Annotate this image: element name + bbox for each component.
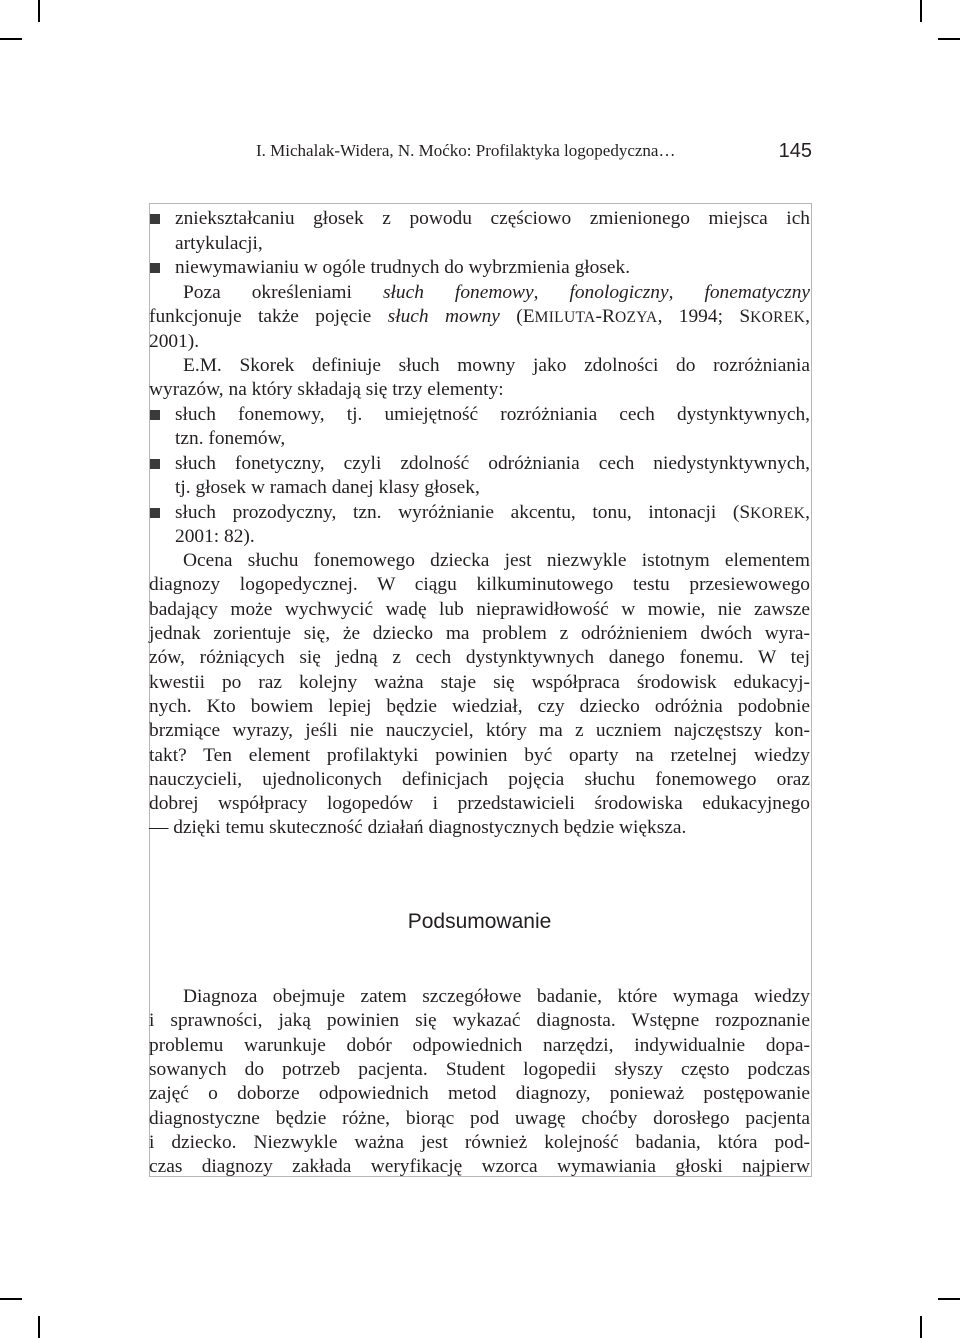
paragraph-line: czas diagnozy zakłada weryfikację wzorca wymawiania głoski najpierw [149, 1156, 810, 1177]
bullet-square-icon [150, 410, 160, 420]
crop-mark [920, 1316, 922, 1338]
bullet-square-icon [150, 263, 160, 273]
list-item: słuch fonemowy, tj. umiejętność rozróżniania cech dystynktywnych, [175, 404, 810, 425]
crop-mark [38, 0, 40, 22]
paragraph-line: — dzięki temu skuteczność działań diagnostycznych będzie większa. [149, 817, 687, 838]
bullet-square-icon [150, 214, 160, 224]
paragraph-line: Ocena słuchu fonemowego dziecka jest niezwykle istotnym elementem [183, 550, 810, 571]
paragraph-line: diagnostyczne będzie różne, biorąc pod uwagę choćby dorosłego pacjenta [149, 1108, 810, 1129]
paragraph-line: nych. Kto bowiem lepiej będzie wiedział, czy dziecko odróżnia podobnie [149, 696, 810, 717]
crop-mark [938, 1298, 960, 1300]
paragraph-line: Poza określeniami słuch fonemowy, fonologiczny, fonematyczny [183, 282, 811, 303]
page-header [256, 141, 812, 167]
list-item: słuch fonetyczny, czyli zdolność odróżniania cech niedystynktywnych, [175, 453, 810, 474]
crop-mark [0, 38, 22, 40]
list-item-continuation: tj. głosek w ramach danej klasy głosek, [175, 477, 480, 498]
running-head: I. Michalak-Widera, N. Moćko: Profilaktyka logopedyczna… [256, 141, 676, 160]
paragraph-line: zajęć o doborze odpowiednich metod diagnozy, ponieważ postępowanie [149, 1083, 810, 1104]
paragraph-line: nauczycieli, ujednoliconych definicjach pojęcia słuchu fonemowego oraz [149, 769, 810, 790]
paragraph-line: Diagnoza obejmuje zatem szczegółowe badanie, które wymaga wiedzy [183, 986, 810, 1007]
crop-mark [38, 1316, 40, 1338]
bullet-square-icon [150, 459, 160, 469]
paragraph-line: kwestii po raz kolejny ważna staje się współpraca środowisk edukacyj- [149, 672, 810, 693]
paragraph-line: 2001). [149, 331, 200, 352]
crop-mark [920, 0, 922, 22]
paragraph-line: i dziecko. Niezwykle ważna jest również kolejność badania, która pod- [149, 1132, 810, 1153]
paragraph-line: E.M. Skorek definiuje słuch mowny jako zdolności do rozróżniania [183, 355, 810, 376]
bullet-square-icon [150, 508, 160, 518]
paragraph-line: takt? Ten element profilaktyki powinien być oparty na rzetelnej wiedzy [149, 745, 810, 766]
crop-mark [0, 1298, 22, 1300]
section-heading: Podsumowanie [407, 910, 552, 933]
paragraph-line: diagnozy logopedycznej. W ciągu kilkuminutowego testu przesiewowego [149, 574, 810, 595]
paragraph-line: funkcjonuje także pojęcie słuch mowny (EMILUTA-ROZYA, 1994; SKOREK, [149, 306, 810, 327]
page-number: 145 [778, 140, 812, 162]
paragraph-line: badający może wychwycić wadę lub nieprawidłowość w mowie, nie zawsze [149, 599, 810, 620]
paragraph-line: zów, różniących się jedną z cech dystynktywnych danego fonemu. W tej [149, 647, 810, 668]
paragraph-line: problemu warunkuje dobór odpowiednich narzędzi, indywidualnie dopa- [149, 1035, 810, 1056]
paragraph-line: sowanych do potrzeb pacjenta. Student logopedii słyszy często podczas [149, 1059, 810, 1080]
crop-mark [938, 38, 960, 40]
paragraph-line: jednak zorientuje się, że dziecko ma problem z odróżnieniem dwóch wyra- [149, 623, 810, 644]
list-item: zniekształcaniu głosek z powodu częściowo zmienionego miejsca ich [175, 208, 810, 229]
list-item: niewymawianiu w ogóle trudnych do wybrzmienia głosek. [175, 257, 631, 278]
paragraph-line: i sprawności, jaką powinien się wykazać diagnosta. Wstępne rozpoznanie [149, 1010, 810, 1031]
list-item: słuch prozodyczny, tzn. wyróżnianie akcentu, tonu, intonacji (SKOREK, [175, 502, 810, 523]
list-item-continuation: artykulacji, [175, 233, 263, 254]
paragraph-line: brzmiące wyrazy, jeśli nie nauczyciel, który ma z uczniem najczęstszy kon- [149, 720, 810, 741]
paragraph-line: dobrej współpracy logopedów i przedstawicieli środowiska edukacyjnego [149, 793, 810, 814]
paragraph-line: wyrazów, na który składają się trzy elementy: [149, 379, 504, 400]
list-item-continuation: 2001: 82). [175, 526, 255, 547]
list-item-continuation: tzn. fonemów, [175, 428, 286, 449]
